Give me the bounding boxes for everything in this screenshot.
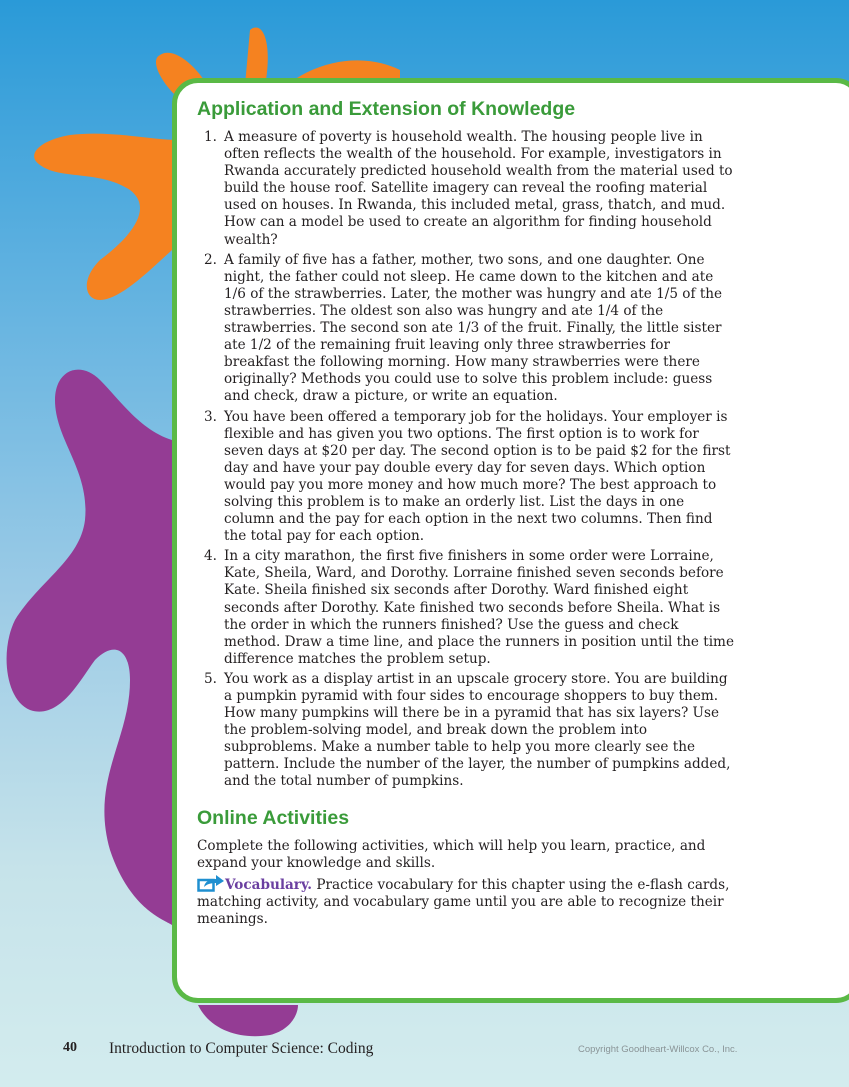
exercise-item (197, 671, 737, 791)
exercise-item (197, 129, 737, 249)
purple-splash-bottom (198, 1005, 298, 1036)
item-text: In a city marathon, the first five finishers in some order were Lorraine, Kate, Sheila, Ward, and Dorothy. Lorraine finished seven seconds before Kate. Sheila finished six seconds after Dorothy. Ward finished eight seconds after Dorothy. Kate finished two seconds before Sheila. What is the order in which the runners finished? Use the guess and check method. Draw a time line, and place the runners in position until the time difference matches the problem setup. (224, 548, 734, 667)
item-number: 4. (204, 548, 217, 565)
book-title: Introduction to Computer Science: Coding (109, 1040, 374, 1057)
copyright: Copyright Goodheart-Willcox Co., Inc. (578, 1044, 738, 1055)
vocabulary-text: Practice vocabulary for this chapter using the e-flash cards, matching activity, and vocabulary game until you are able to recognize their meanings. (197, 876, 730, 927)
exercise-list (197, 129, 737, 791)
exercise-item (197, 548, 737, 668)
page-number: 40 (63, 1040, 77, 1055)
item-text: A measure of poverty is household wealth. The housing people live in often reflects the wealth of the household. For example, investigators in Rwanda accurately predicted household wealth from the material used to build the house roof. Satellite imagery can reveal the roofing material used on houses. In Rwanda, this included metal, grass, thatch, and mud. How can a model be used to create an algorithm for finding household wealth? (224, 129, 733, 248)
purple-splash (7, 370, 172, 925)
item-text: A family of five has a father, mother, two sons, and one daughter. One night, the father could not sleep. He came down to the kitchen and ate 1/6 of the strawberries. Later, the mother was hungry and ate 1/5 of the strawberries. The oldest son also was hungry and ate 1/4 of the strawberries. The second son ate 1/3 of the fruit. Finally, the little sister ate 1/2 of the remaining fruit leaving only three strawberries for breakfast the following morning. How many strawberries were there originally? Methods you could use to solve this problem include: guess and check, draw a picture, or write an equation. (224, 251, 723, 405)
item-number: 2. (204, 251, 217, 268)
item-text: You work as a display artist in an upscale grocery store. You are building a pumpkin pyramid with four sides to encourage shoppers to buy them. How many pumpkins will there be in a pyramid that has six layers? Use the problem-solving model, and break down the problem into subproblems. Make a number table to help you more clearly see the pattern. Include the number of the layer, the number of pumpkins added, and the total number of pumpkins. (224, 670, 731, 790)
section-heading-online: Online Activities (197, 806, 350, 829)
exercise-item (197, 409, 737, 546)
vocabulary-link[interactable]: Vocabulary. (225, 876, 313, 893)
page-footer (0, 1040, 849, 1060)
item-number: 1. (204, 129, 217, 145)
item-number: 5. (204, 670, 217, 687)
item-text: You have been offered a temporary job for the holidays. Your employer is flexible and has given you two options. The first option is to work for seven days at $20 per day. The second option is to be paid $2 for the first day and have your pay double every day for seven days. Which option would pay you more money and how much more? The best approach to solving this problem is to make an orderly list. List the days in one column and the pay for each option in the next two columns. Then find the total pay for each option. (224, 408, 731, 545)
online-intro: Complete the following activities, which will help you learn, practice, and expand your knowledge and skills. (197, 837, 706, 871)
share-arrow-icon (197, 874, 225, 892)
item-number: 3. (204, 408, 217, 425)
section-heading-application: Application and Extension of Knowledge (197, 98, 576, 120)
vocabulary-activity (197, 874, 737, 928)
page-content (197, 96, 737, 928)
exercise-item (197, 252, 737, 406)
